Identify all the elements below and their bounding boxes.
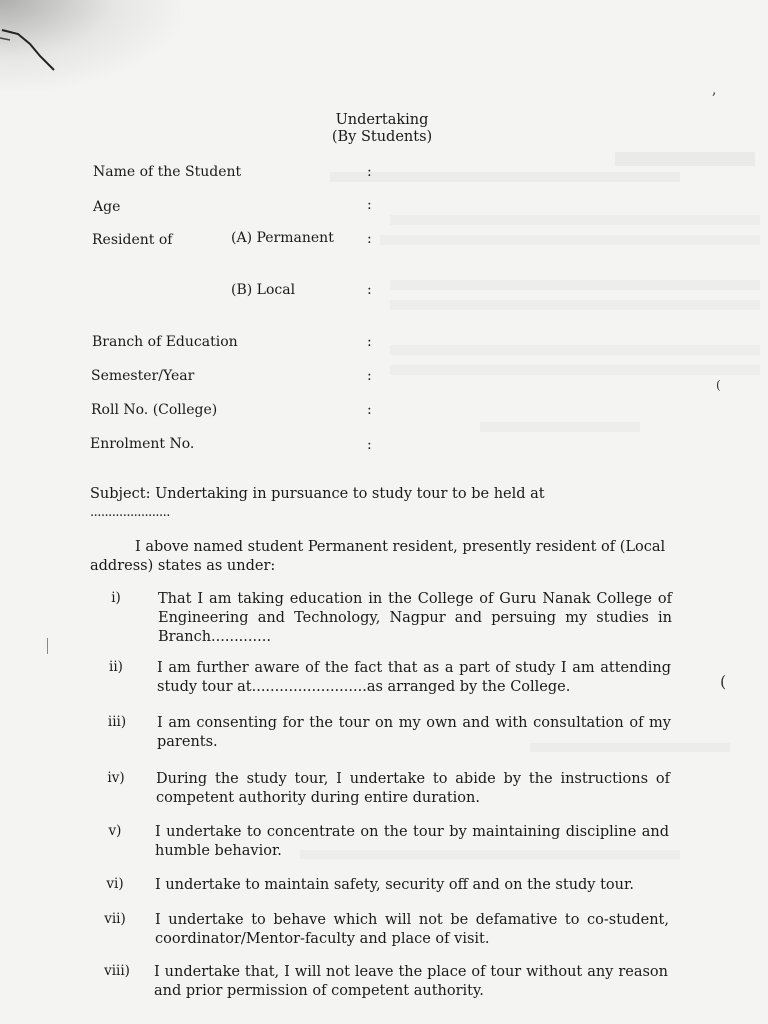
field-label-branch: Branch of Education: [92, 334, 238, 350]
scan-speck: (: [716, 378, 721, 392]
field-colon: :: [367, 402, 372, 418]
field-label-enrolment: Enrolment No.: [90, 436, 195, 452]
scan-speck: (: [720, 672, 727, 691]
field-label-semester: Semester/Year: [91, 368, 195, 384]
document-title: Undertaking: [335, 112, 429, 128]
field-colon: :: [367, 197, 372, 213]
item-number: vi): [106, 876, 124, 892]
bleed-through-mark: [380, 235, 760, 245]
item-text: I am consenting for the tour on my own and with consultation of my parents.: [157, 715, 671, 750]
item-text: I undertake to concentrate on the tour by maintaining discipline and humble behavior.: [155, 824, 669, 859]
item-number: v): [108, 823, 122, 839]
bleed-through-mark: [615, 152, 755, 166]
field-label-permanent: (A) Permanent: [231, 230, 334, 246]
item-number: iv): [107, 770, 125, 786]
bleed-through-mark: [390, 365, 760, 375]
item-text: I undertake to behave which will not be defamative to co-student, coordinator/Mentor-faculty and place of visit.: [155, 912, 669, 947]
scan-corner-mark: [0, 20, 70, 80]
scan-speck: ,: [712, 82, 717, 98]
item-number: i): [111, 590, 121, 606]
item-text: During the study tour, I undertake to abide by the instructions of competent authority during entire duration.: [156, 771, 670, 806]
field-label-local: (B) Local: [231, 282, 296, 298]
field-label-age: Age: [93, 199, 121, 215]
item-number: iii): [107, 714, 127, 730]
scan-line-mark: [47, 638, 48, 654]
field-label-roll-no: Roll No. (College): [91, 402, 218, 418]
field-colon: :: [367, 164, 372, 180]
field-colon: :: [367, 437, 372, 453]
bleed-through-mark: [480, 422, 640, 432]
bleed-through-mark: [330, 172, 680, 182]
item-text: I undertake that, I will not leave the place of tour without any reason and prior permission of competent authority.: [154, 964, 668, 999]
item-number: vii): [104, 911, 126, 927]
document-subtitle: (By Students): [331, 129, 433, 145]
field-colon: :: [367, 231, 372, 247]
subject-line: Subject: Undertaking in pursuance to study tour to be held at: [90, 486, 545, 502]
field-colon: :: [367, 368, 372, 384]
bleed-through-mark: [390, 280, 760, 290]
field-colon: :: [367, 282, 372, 298]
item-text: That I am taking education in the College of Guru Nanak College of Engineering and Technology, Nagpur and persuing my studies in Branch.............: [158, 591, 672, 645]
field-label-name: Name of the Student: [93, 164, 242, 180]
field-label-resident: Resident of: [92, 232, 173, 248]
item-number: ii): [109, 659, 123, 675]
field-colon: :: [367, 334, 372, 350]
item-text: I am further aware of the fact that as a part of study I am attending study tour at.........................as arranged by the College.: [157, 660, 671, 695]
intro-paragraph: I above named student Permanent resident, presently resident of (Local address) states as under:: [90, 539, 666, 574]
item-number: viii): [104, 963, 130, 979]
bleed-through-mark: [390, 215, 760, 225]
bleed-through-mark: [390, 345, 760, 355]
item-text: I undertake to maintain safety, security off and on the study tour.: [155, 877, 634, 893]
subject-blank: ......................: [90, 505, 170, 520]
bleed-through-mark: [390, 300, 760, 310]
